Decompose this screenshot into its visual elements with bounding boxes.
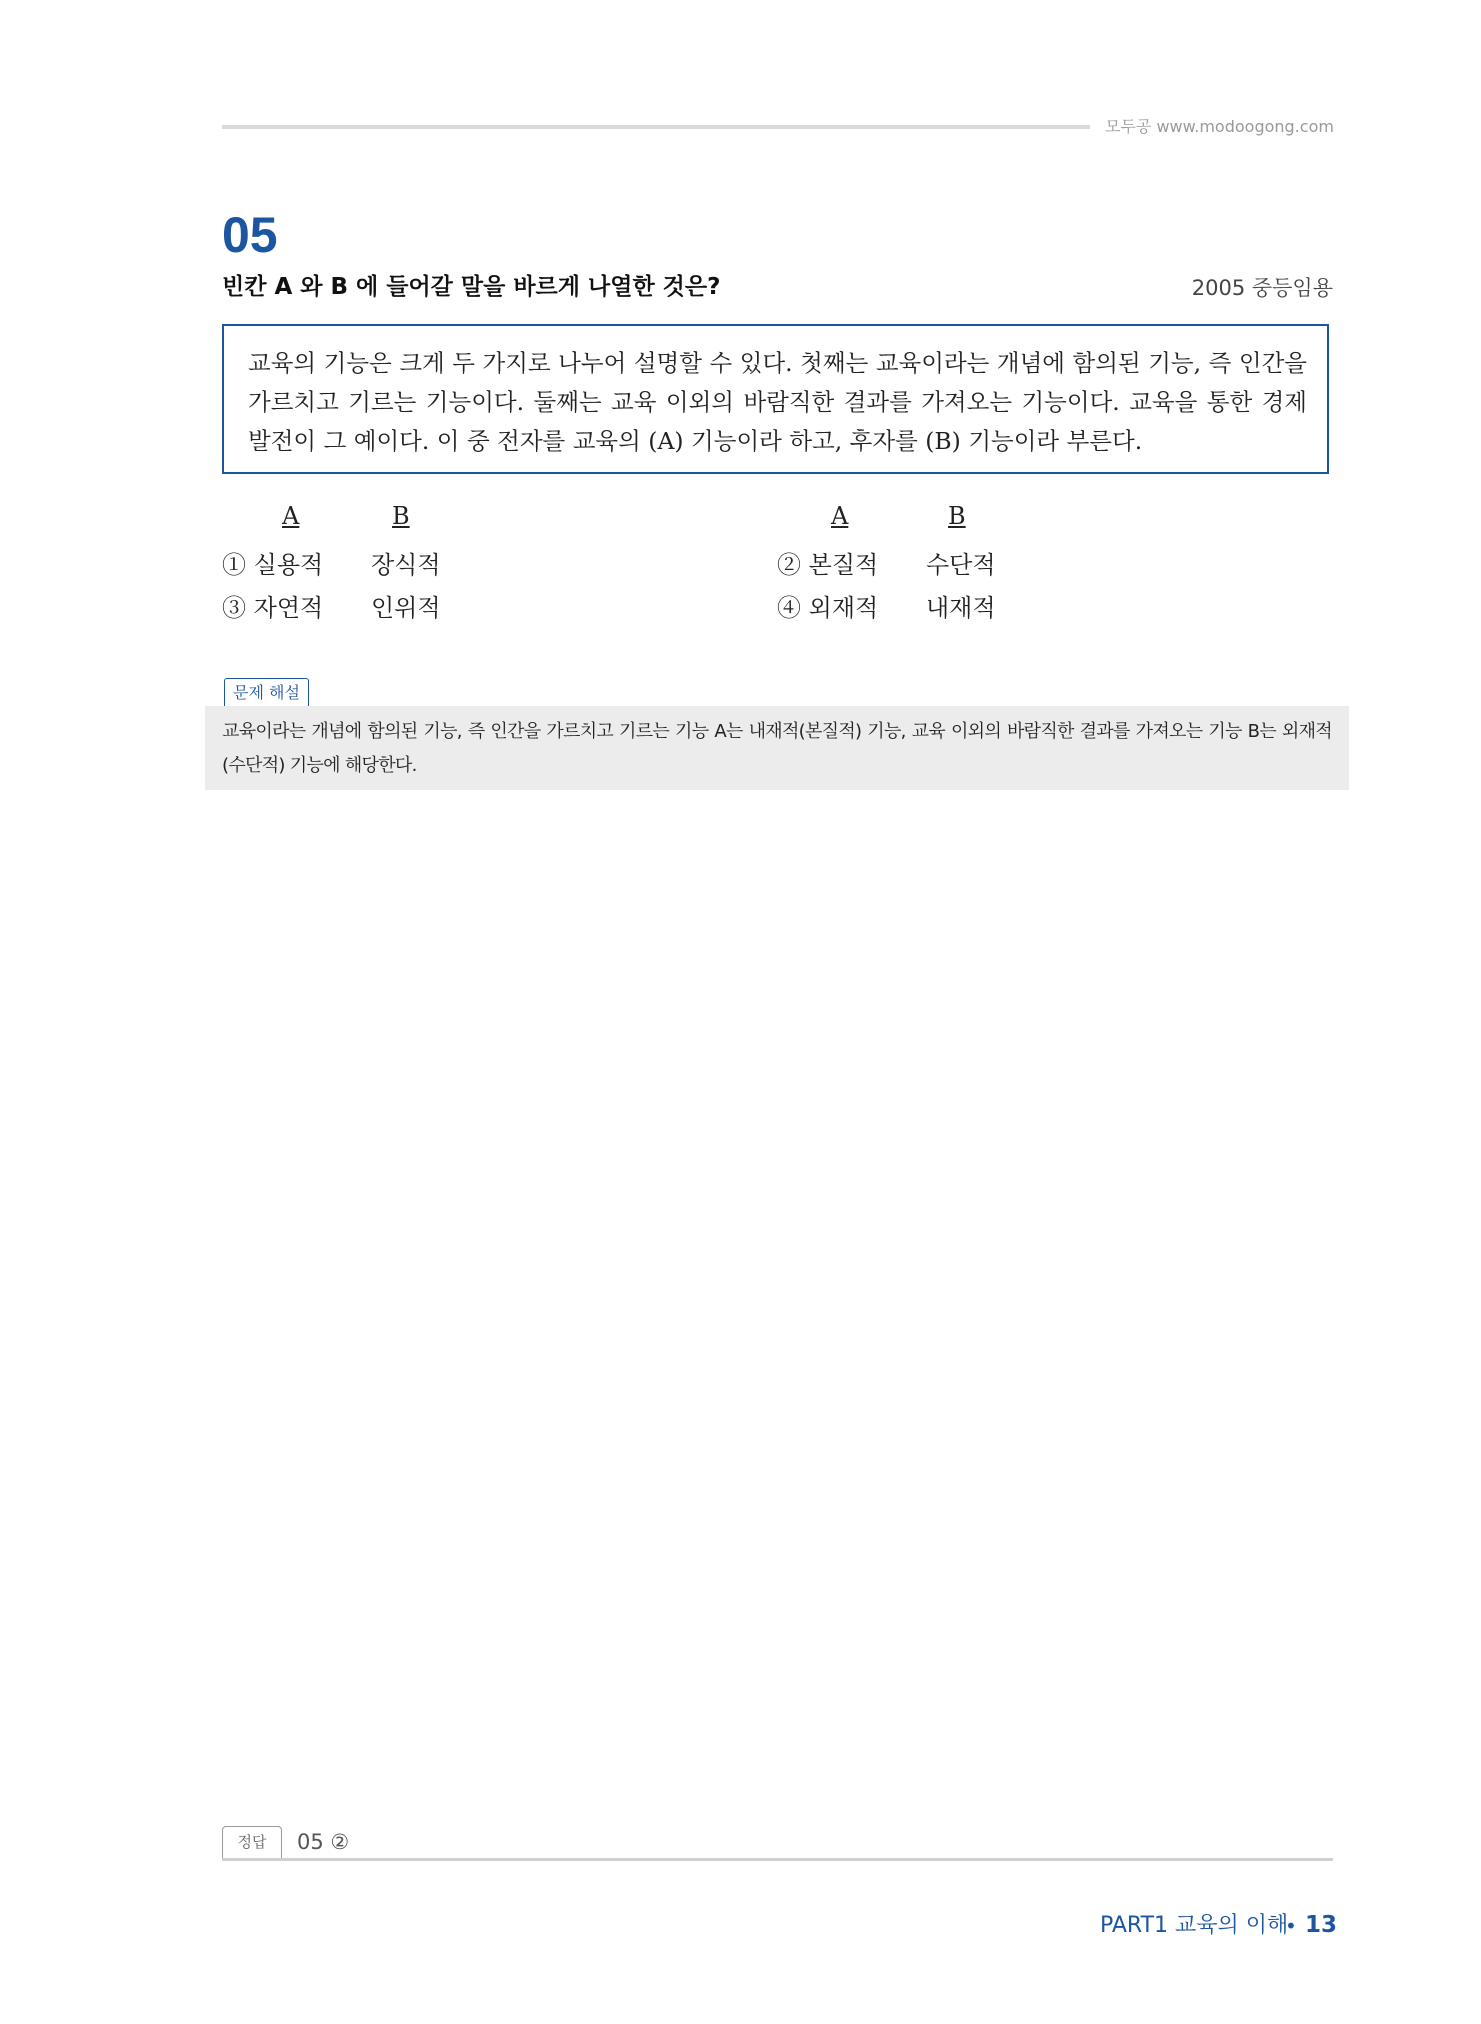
choice-1-b: 장식적: [371, 551, 441, 579]
choice-number: ③: [222, 594, 246, 622]
question-number: 05: [222, 207, 278, 263]
footer-divider: [222, 1858, 1333, 1861]
explanation-box: [205, 706, 1349, 790]
explanation-text: 교육이라는 개념에 함의된 기능, 즉 인간을 가르치고 기르는 기능 A는 내재적(본질적) 기능, 교육 이외의 바람직한 결과를 가져오는 기능 B는 외재적(수단적) 기능에 해당한다.: [222, 721, 1332, 776]
choice-2-b: 수단적: [926, 551, 996, 579]
answer-value: 05 ②: [297, 1830, 350, 1854]
choice-3-b: 인위적: [371, 594, 441, 622]
header-divider: [222, 125, 1090, 129]
choice-1[interactable]: [222, 545, 323, 580]
question-prompt: 빈칸 A 와 B 에 들어갈 말을 바르게 나열한 것은?: [222, 274, 721, 300]
answer-label: 정답: [222, 1826, 282, 1858]
choice-a: 자연적: [253, 594, 324, 622]
choice-3[interactable]: [222, 588, 323, 623]
choice-number: ①: [222, 551, 246, 579]
choice-header-b-right: B: [948, 502, 966, 530]
choice-a: 외재적: [808, 594, 879, 622]
choice-a: 실용적: [253, 551, 324, 579]
choice-4[interactable]: [777, 588, 878, 623]
choice-number: ②: [777, 551, 801, 579]
choice-header-a-right: A: [831, 502, 849, 530]
passage-box: [222, 324, 1329, 474]
site-label: 모두공 www.modoogong.com: [1105, 117, 1334, 136]
choice-a: 본질적: [808, 551, 879, 579]
choice-header-b-left: B: [392, 502, 410, 530]
explanation-label: 문제 해설: [224, 678, 309, 706]
passage-text: 교육의 기능은 크게 두 가지로 나누어 설명할 수 있다. 첫째는 교육이라는 개념에 함의된 기능, 즉 인간을 가르치고 기르는 기능이다. 둘째는 교육 이외의 바람직한 결과를 가져오는 기능이다. 교육을 통한 경제 발전이 그 예이다. 이 중 전자를 교육의 (A) 기능이라 하고, 후자를 (B) 기능이라 부른다.: [248, 349, 1307, 455]
footer-part-title: PART1 교육의 이해: [1100, 1913, 1289, 1938]
choice-number: ④: [777, 594, 801, 622]
footer-separator: •: [1285, 1914, 1297, 1938]
choice-header-a-left: A: [282, 502, 300, 530]
choice-2[interactable]: [777, 545, 878, 580]
page-number: 13: [1305, 1912, 1338, 1938]
choice-4-b: 내재적: [926, 594, 996, 622]
question-source: 2005 중등임용: [1191, 276, 1333, 300]
